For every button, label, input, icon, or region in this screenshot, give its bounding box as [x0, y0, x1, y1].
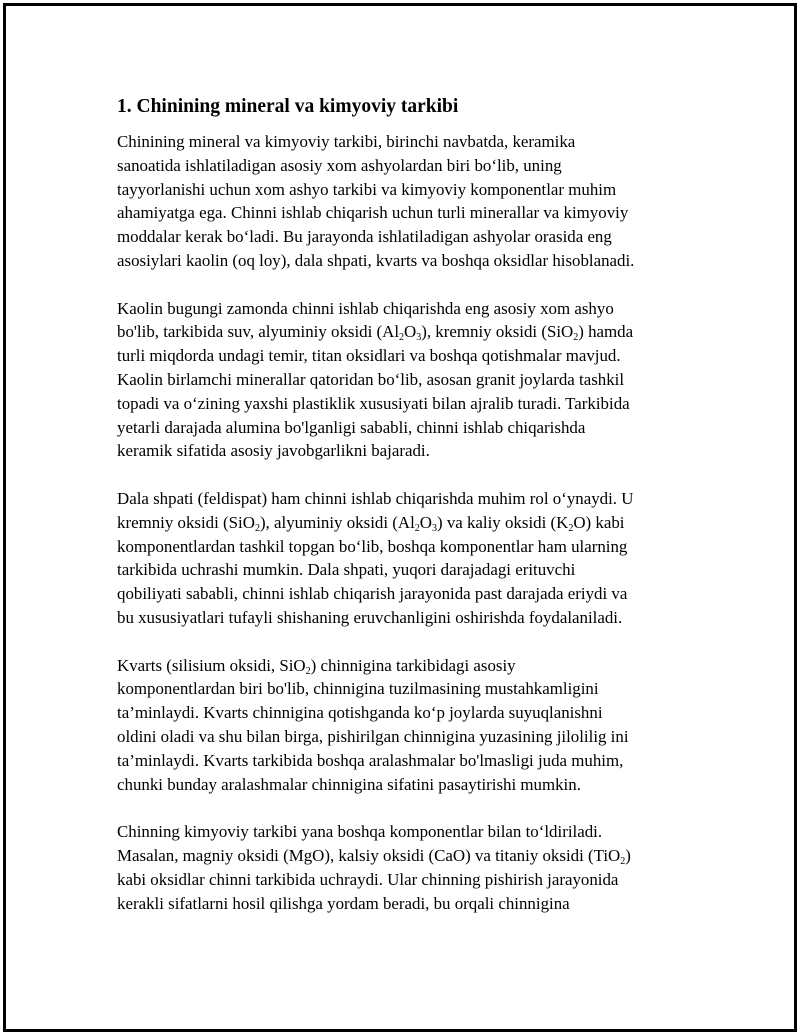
subscript: 2: [305, 665, 311, 677]
text-line: Masalan, magniy oksidi (MgO), kalsiy oksidi (CaO) va titaniy oksidi (TiO$_2$): [117, 845, 631, 867]
text-line: tayyorlanishi uchun xom ashyo tarkibi va kimyoviy komponentlar muhim: [117, 179, 617, 199]
document-body: [117, 95, 692, 939]
paragraph: [117, 820, 692, 915]
text-line: ta’minlaydi. Kvarts chinnigina qotishganda ko‘p joylarda suyuqlanishni: [117, 703, 603, 723]
text-line: komponentlardan tashkil topgan bo‘lib, boshqa komponentlar ham ularning: [117, 536, 628, 556]
text-line: ahamiyatga ega. Chinni ishlab chiqarish uchun turli minerallar va kimyoviy: [117, 203, 629, 223]
subscript: 2: [620, 855, 626, 867]
text-line: Chinning kimyoviy tarkibi yana boshqa komponentlar bilan to‘ldiriladi.: [117, 822, 603, 842]
text-line: Kaolin bugungi zamonda chinni ishlab chiqarishda eng asosiy xom ashyo: [117, 298, 614, 318]
text-line: oldini oladi va shu bilan birga, pishirilgan chinnigina yuzasining jilolilig ini: [117, 726, 629, 746]
text-line: komponentlardan biri bo'lib, chinnigina tuzilmasining mustahkamligini: [117, 679, 599, 699]
text-line: kremniy oksidi (SiO$_2$), alyuminiy oksidi $(Al_2O_3)$ va kaliy oksidi $(K_2O)$ kabi: [117, 512, 625, 534]
text-line: bo'lib, tarkibida suv, alyuminiy oksidi $(Al_2O_3)$, kremniy oksidi (SiO$_2$) hamda: [117, 322, 634, 344]
subscript: 2: [573, 332, 579, 344]
text-line: turli miqdorda undagi temir, titan oksidlari va boshqa qotishmalar mavjud.: [117, 346, 621, 366]
text-line: kerakli sifatlarni hosil qilishga yordam beradi, bu orqali chinnigina: [117, 893, 570, 913]
text-line: topadi va o‘zining yaxshi plastiklik xususiyati bilan ajralib turadi. Tarkibida: [117, 393, 630, 413]
subscript: 2: [414, 522, 420, 534]
paragraph: [117, 297, 692, 464]
paragraph: [117, 487, 692, 630]
subscript: 2: [568, 522, 574, 534]
subscript: 2: [399, 332, 405, 344]
text-line: moddalar kerak bo‘ladi. Bu jarayonda ishlatiladigan ashyolar orasida eng: [117, 227, 612, 247]
subscript: 2: [254, 522, 260, 534]
section-heading: 1. Chinining mineral va kimyoviy tarkibi: [117, 96, 459, 117]
text-line: yetarli darajada alumina bo'lganligi sababli, chinni ishlab chiqarishda: [117, 417, 586, 437]
text-line: qobiliyati sababli, chinni ishlab chiqarish jarayonida past darajada eriydi va: [117, 584, 628, 604]
text-line: kabi oksidlar chinni tarkibida uchraydi. Ular chinning pishirish jarayonida: [117, 869, 619, 889]
text-line: ta’minlaydi. Kvarts tarkibida boshqa aralashmalar bo'lmasligi juda muhim,: [117, 750, 624, 770]
subscript: 3: [431, 522, 437, 534]
text-line: Dala shpati (feldispat) ham chinni ishlab chiqarishda muhim rol o‘ynaydi. U: [117, 488, 634, 508]
subscript: 3: [416, 332, 422, 344]
text-line: chunki bunday aralashmalar chinnigina sifatini pasaytirishi mumkin.: [117, 774, 581, 794]
text-line: Chinining mineral va kimyoviy tarkibi, birinchi navbatda, keramika: [117, 132, 576, 151]
paragraph: [117, 654, 692, 797]
paragraphs: [117, 130, 692, 915]
text-line: asosiylari kaolin (oq loy), dala shpati, kvarts va boshqa oksidlar hisoblanadi.: [117, 250, 635, 270]
text-line: Kaolin birlamchi minerallar qatoridan bo‘lib, asosan granit joylarda tashkil: [117, 369, 625, 389]
text-line: keramik sifatida asosiy javobgarlikni bajaradi.: [117, 441, 430, 461]
text-line: tarkibida uchrashi mumkin. Dala shpati, yuqori darajadagi erituvchi: [117, 560, 576, 580]
text-line: Kvarts (silisium oksidi, SiO$_2$) chinnigina tarkibidagi asosiy: [117, 655, 516, 677]
text-line: bu xususiyatlari tufayli shishaning eruvchanligini oshirishda foydalaniladi.: [117, 607, 623, 627]
text-line: sanoatida ishlatiladigan asosiy xom ashyolardan biri bo‘lib, uning: [117, 155, 562, 175]
paragraph: [117, 130, 692, 273]
